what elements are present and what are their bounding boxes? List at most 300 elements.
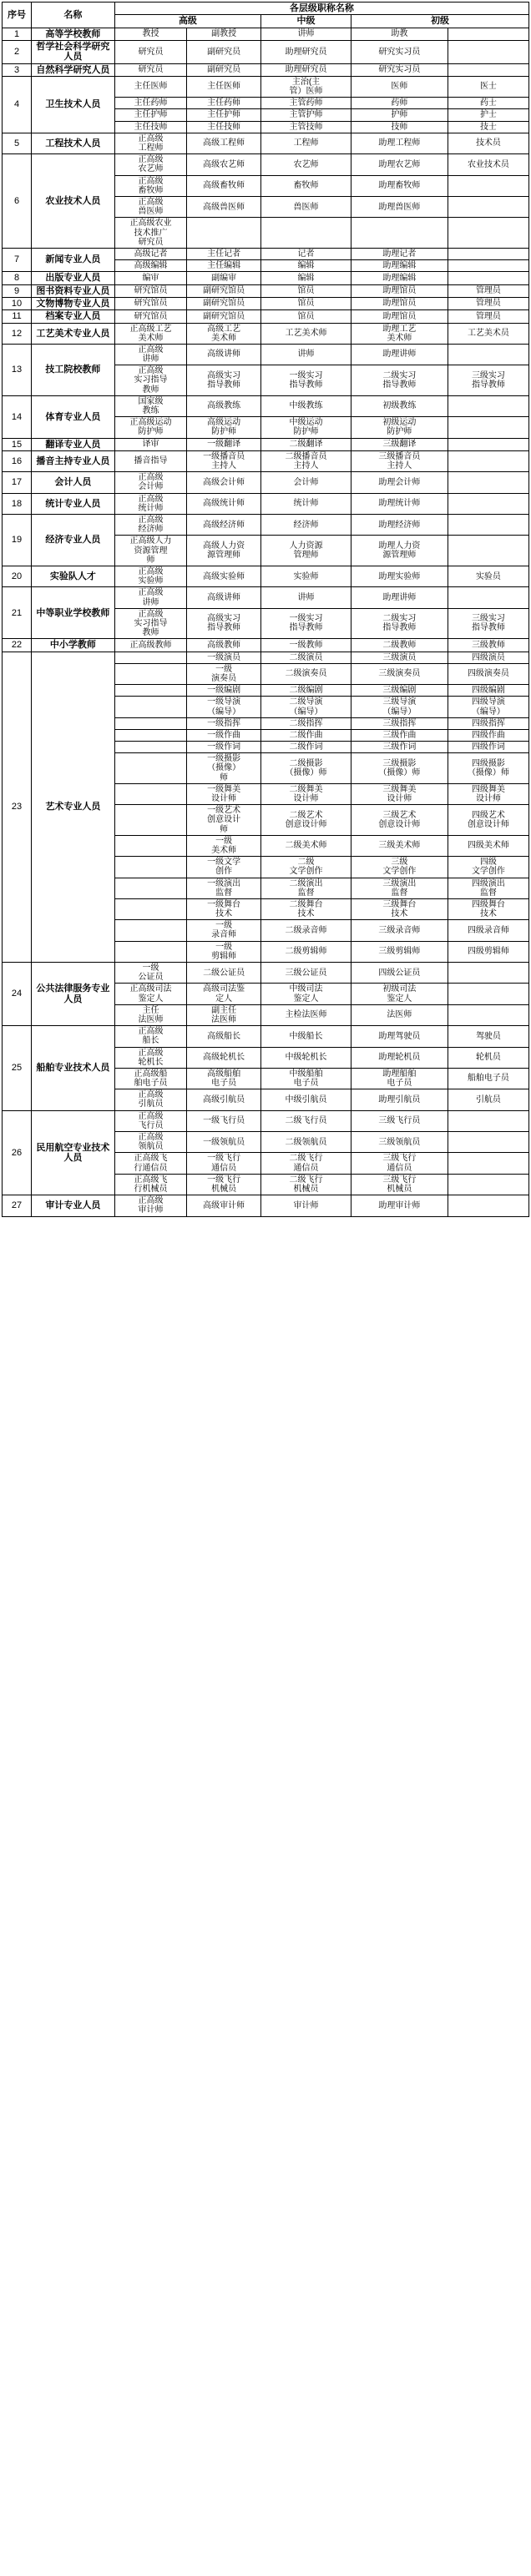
junior-title: 三级翻译 xyxy=(351,438,448,450)
mid-title: 讲师 xyxy=(261,344,351,365)
senior-title xyxy=(114,920,186,941)
vice-senior-title: 一级 美术师 xyxy=(187,835,261,856)
elementary-title xyxy=(448,1195,528,1216)
table-row xyxy=(3,566,529,586)
table-row xyxy=(3,639,529,652)
senior-title xyxy=(114,685,186,697)
vice-senior-title: 主任编辑 xyxy=(187,260,261,272)
mid-title: 工程师 xyxy=(261,133,351,153)
vice-senior-title: 二级公证员 xyxy=(187,963,261,984)
mid-title: 二级 文学创作 xyxy=(261,857,351,878)
junior-title: 助理审计师 xyxy=(351,1195,448,1216)
senior-title xyxy=(114,697,186,717)
elementary-title: 船舶电子员 xyxy=(448,1068,528,1089)
table-row xyxy=(3,493,529,514)
elementary-title xyxy=(448,493,528,514)
mid-title: 三级公证员 xyxy=(261,963,351,984)
vice-senior-title: 一级 演奏员 xyxy=(187,663,261,684)
vice-senior-title: 高级司法鉴 定人 xyxy=(187,984,261,1004)
vice-senior-title: 一级作曲 xyxy=(187,729,261,741)
elementary-title: 四级演出 监督 xyxy=(448,878,528,898)
category-name: 文物博物专业人员 xyxy=(32,297,115,309)
vice-senior-title: 高级实习 指导教师 xyxy=(187,365,261,396)
elementary-title xyxy=(448,395,528,416)
vice-senior-title: 副研究馆员 xyxy=(187,310,261,323)
junior-title: 助理人力资 源管理师 xyxy=(351,536,448,566)
vice-senior-title: 主任药师 xyxy=(187,98,261,109)
elementary-title xyxy=(448,272,528,284)
mid-title: 一级实习 指导教师 xyxy=(261,365,351,396)
mid-title: 馆员 xyxy=(261,297,351,309)
junior-title: 三级飞行 通信员 xyxy=(351,1153,448,1174)
header-level-junior: 初级 xyxy=(351,15,528,28)
header-index: 序号 xyxy=(3,3,32,28)
vice-senior-title: 一级导演 （编导） xyxy=(187,697,261,717)
elementary-title: 四级导演 （编导） xyxy=(448,697,528,717)
mid-title: 二级演员 xyxy=(261,652,351,663)
elementary-title: 护士 xyxy=(448,109,528,121)
junior-title: 研究实习员 xyxy=(351,40,448,63)
table-row xyxy=(3,297,529,309)
mid-title: 中级轮机长 xyxy=(261,1047,351,1068)
elementary-title: 四级 文学创作 xyxy=(448,857,528,878)
mid-title: 讲师 xyxy=(261,587,351,608)
header-level-senior: 高级 xyxy=(114,15,260,28)
table-row xyxy=(3,1110,529,1131)
mid-title: 二级领航员 xyxy=(261,1132,351,1153)
senior-title: 正高级农业 技术推广 研究员 xyxy=(114,218,186,249)
category-name: 播音主持专业人员 xyxy=(32,450,115,471)
elementary-title: 轮机员 xyxy=(448,1047,528,1068)
row-index: 11 xyxy=(3,310,32,323)
elementary-title: 四级舞台 技术 xyxy=(448,898,528,919)
mid-title: 中级运动 防护师 xyxy=(261,417,351,438)
senior-title: 正高级教师 xyxy=(114,639,186,652)
vice-senior-title: 一级作词 xyxy=(187,742,261,753)
row-index: 26 xyxy=(3,1110,32,1195)
elementary-title xyxy=(448,248,528,259)
table-row xyxy=(3,63,529,76)
row-index: 7 xyxy=(3,248,32,271)
table-row xyxy=(3,76,529,97)
vice-senior-title: 一级摄影 （摄像） 师 xyxy=(187,753,261,784)
junior-title: 三级演员 xyxy=(351,652,448,663)
header-level-mid: 中级 xyxy=(261,15,351,28)
mid-title: 二级录音师 xyxy=(261,920,351,941)
senior-title xyxy=(114,717,186,729)
mid-title: 助理研究员 xyxy=(261,63,351,76)
senior-title xyxy=(114,835,186,856)
elementary-title: 四级艺术 创意设计师 xyxy=(448,805,528,836)
row-index: 14 xyxy=(3,395,32,438)
row-index: 19 xyxy=(3,515,32,566)
row-index: 13 xyxy=(3,344,32,395)
junior-title: 技师 xyxy=(351,121,448,133)
category-name: 卫生技术人员 xyxy=(32,76,115,133)
junior-title: 初级司法 鉴定人 xyxy=(351,984,448,1004)
vice-senior-title: 高级工艺 美术师 xyxy=(187,323,261,344)
senior-title: 正高级 实习指导 教师 xyxy=(114,608,186,639)
senior-title: 编审 xyxy=(114,272,186,284)
mid-title: 二级作曲 xyxy=(261,729,351,741)
senior-title: 正高级 飞行员 xyxy=(114,1110,186,1131)
table-row xyxy=(3,272,529,284)
vice-senior-title: 高级船长 xyxy=(187,1026,261,1047)
row-index: 24 xyxy=(3,963,32,1026)
junior-title: 助理实验师 xyxy=(351,566,448,586)
vice-senior-title: 一级播音员 主持人 xyxy=(187,450,261,471)
elementary-title xyxy=(448,963,528,984)
junior-title: 助理轮机员 xyxy=(351,1047,448,1068)
vice-senior-title: 主任医师 xyxy=(187,76,261,97)
elementary-title: 四级摄影 （摄像）师 xyxy=(448,753,528,784)
mid-title: 二级剪辑师 xyxy=(261,941,351,962)
vice-senior-title: 高级教练 xyxy=(187,395,261,416)
vice-senior-title: 主任技师 xyxy=(187,121,261,133)
junior-title: 二级实习 指导教师 xyxy=(351,608,448,639)
row-index: 20 xyxy=(3,566,32,586)
mid-title: 统计师 xyxy=(261,493,351,514)
vice-senior-title: 一级舞美 设计师 xyxy=(187,783,261,804)
vice-senior-title: 一级飞行员 xyxy=(187,1110,261,1131)
elementary-title: 三级教师 xyxy=(448,639,528,652)
mid-title: 二级艺术 创意设计师 xyxy=(261,805,351,836)
junior-title: 二级实习 指导教师 xyxy=(351,365,448,396)
table-row xyxy=(3,395,529,416)
elementary-title: 实验员 xyxy=(448,566,528,586)
vice-senior-title: 一级文学 创作 xyxy=(187,857,261,878)
senior-title: 正高级 统计师 xyxy=(114,493,186,514)
junior-title: 三级艺术 创意设计师 xyxy=(351,805,448,836)
vice-senior-title: 高级引航员 xyxy=(187,1089,261,1110)
vice-senior-title: 高级讲师 xyxy=(187,587,261,608)
table-row xyxy=(3,450,529,471)
elementary-title xyxy=(448,1153,528,1174)
junior-title: 助理兽医师 xyxy=(351,196,448,217)
elementary-title xyxy=(448,438,528,450)
elementary-title: 管理员 xyxy=(448,310,528,323)
junior-title: 助理编辑 xyxy=(351,260,448,272)
junior-title xyxy=(351,218,448,249)
elementary-title xyxy=(448,1110,528,1131)
category-name: 统计专业人员 xyxy=(32,493,115,514)
senior-title: 正高级 经济师 xyxy=(114,515,186,536)
senior-title: 高级编辑 xyxy=(114,260,186,272)
junior-title: 三级领航员 xyxy=(351,1132,448,1153)
elementary-title xyxy=(448,472,528,493)
junior-title: 三级舞台 技术 xyxy=(351,898,448,919)
mid-title: 二级摄影 （摄像）师 xyxy=(261,753,351,784)
senior-title xyxy=(114,663,186,684)
vice-senior-title: 一级指挥 xyxy=(187,717,261,729)
junior-title: 三级摄影 （摄像）师 xyxy=(351,753,448,784)
row-index: 1 xyxy=(3,28,32,40)
table-row xyxy=(3,133,529,153)
elementary-title: 管理员 xyxy=(448,284,528,297)
junior-title: 助理经济师 xyxy=(351,515,448,536)
senior-title: 正高级 农艺师 xyxy=(114,154,186,175)
junior-title: 助理讲师 xyxy=(351,587,448,608)
mid-title: 记者 xyxy=(261,248,351,259)
elementary-title: 四级演员 xyxy=(448,652,528,663)
mid-title: 讲师 xyxy=(261,28,351,40)
senior-title xyxy=(114,753,186,784)
senior-title: 研究馆员 xyxy=(114,297,186,309)
junior-title: 三级作词 xyxy=(351,742,448,753)
elementary-title: 四级作曲 xyxy=(448,729,528,741)
mid-title: 助理研究员 xyxy=(261,40,351,63)
mid-title: 主治(主 管）医师 xyxy=(261,76,351,97)
senior-title: 正高级人力 资源管理 师 xyxy=(114,536,186,566)
mid-title: 主管药师 xyxy=(261,98,351,109)
category-name: 民用航空专业技术人员 xyxy=(32,1110,115,1195)
senior-title: 研究馆员 xyxy=(114,310,186,323)
elementary-title xyxy=(448,587,528,608)
vice-senior-title: 高级教师 xyxy=(187,639,261,652)
vice-senior-title: 高级审计师 xyxy=(187,1195,261,1216)
junior-title: 助理会计师 xyxy=(351,472,448,493)
vice-senior-title: 一级 剪辑师 xyxy=(187,941,261,962)
senior-title: 正高级 工程师 xyxy=(114,133,186,153)
senior-title xyxy=(114,805,186,836)
elementary-title: 四级剪辑师 xyxy=(448,941,528,962)
category-name: 高等学校教师 xyxy=(32,28,115,40)
senior-title: 正高级 讲师 xyxy=(114,344,186,365)
junior-title: 助理统计师 xyxy=(351,493,448,514)
table-row xyxy=(3,587,529,608)
table-row xyxy=(3,248,529,259)
senior-title: 正高级 畜牧师 xyxy=(114,175,186,196)
elementary-title xyxy=(448,515,528,536)
junior-title: 四级公证员 xyxy=(351,963,448,984)
vice-senior-title xyxy=(187,218,261,249)
senior-title xyxy=(114,742,186,753)
senior-title: 国家级 教练 xyxy=(114,395,186,416)
senior-title: 主任护师 xyxy=(114,109,186,121)
junior-title: 三级演出 监督 xyxy=(351,878,448,898)
vice-senior-title: 高级工程师 xyxy=(187,133,261,153)
vice-senior-title: 副研究馆员 xyxy=(187,284,261,297)
table-header-row-1 xyxy=(3,3,529,15)
mid-title: 中级引航员 xyxy=(261,1089,351,1110)
mid-title: 二级演出 监督 xyxy=(261,878,351,898)
header-levels: 各层级职称名称 xyxy=(114,3,528,15)
row-index: 3 xyxy=(3,63,32,76)
junior-title: 助理讲师 xyxy=(351,344,448,365)
elementary-title: 管理员 xyxy=(448,297,528,309)
mid-title: 人力资源 管理师 xyxy=(261,536,351,566)
senior-title: 正高级工艺 美术师 xyxy=(114,323,186,344)
elementary-title: 四级舞美 设计师 xyxy=(448,783,528,804)
table-row xyxy=(3,344,529,365)
vice-senior-title: 副主任 法医师 xyxy=(187,1004,261,1025)
junior-title: 三级指挥 xyxy=(351,717,448,729)
senior-title: 正高级 会计师 xyxy=(114,472,186,493)
category-name: 中小学教师 xyxy=(32,639,115,652)
mid-title: 馆员 xyxy=(261,284,351,297)
row-index: 18 xyxy=(3,493,32,514)
senior-title: 正高级 船长 xyxy=(114,1026,186,1047)
senior-title xyxy=(114,857,186,878)
junior-title: 初级运动 防护师 xyxy=(351,417,448,438)
senior-title xyxy=(114,729,186,741)
category-name: 哲学社会科学研究人员 xyxy=(32,40,115,63)
elementary-title: 药士 xyxy=(448,98,528,109)
senior-title: 主任 法医师 xyxy=(114,1004,186,1025)
junior-title: 三级作曲 xyxy=(351,729,448,741)
junior-title: 初级教练 xyxy=(351,395,448,416)
junior-title: 助理驾驶员 xyxy=(351,1026,448,1047)
table-row xyxy=(3,284,529,297)
row-index: 8 xyxy=(3,272,32,284)
table-row xyxy=(3,438,529,450)
row-index: 10 xyxy=(3,297,32,309)
category-name: 农业技术人员 xyxy=(32,154,115,249)
elementary-title: 工艺美术员 xyxy=(448,323,528,344)
junior-title: 助理馆员 xyxy=(351,284,448,297)
vice-senior-title: 一级领航员 xyxy=(187,1132,261,1153)
junior-title: 助理船舶 电子员 xyxy=(351,1068,448,1089)
junior-title: 助理工程师 xyxy=(351,133,448,153)
category-name: 艺术专业人员 xyxy=(32,652,115,962)
senior-title xyxy=(114,878,186,898)
elementary-title: 医士 xyxy=(448,76,528,97)
elementary-title xyxy=(448,260,528,272)
mid-title: 主管技师 xyxy=(261,121,351,133)
category-name: 中等职业学校教师 xyxy=(32,587,115,639)
professional-titles-table xyxy=(2,2,529,1217)
mid-title: 一级教师 xyxy=(261,639,351,652)
senior-title xyxy=(114,783,186,804)
vice-senior-title: 副研究员 xyxy=(187,40,261,63)
junior-title: 助理畜牧师 xyxy=(351,175,448,196)
junior-title: 三级录音师 xyxy=(351,920,448,941)
senior-title: 正高级运动 防护师 xyxy=(114,417,186,438)
row-index: 6 xyxy=(3,154,32,249)
row-index: 9 xyxy=(3,284,32,297)
mid-title: 农艺师 xyxy=(261,154,351,175)
table-row xyxy=(3,1026,529,1047)
elementary-title: 四级作词 xyxy=(448,742,528,753)
category-name: 体育专业人员 xyxy=(32,395,115,438)
row-index: 23 xyxy=(3,652,32,962)
mid-title: 中级船长 xyxy=(261,1026,351,1047)
mid-title: 二级美术师 xyxy=(261,835,351,856)
junior-title: 三级编剧 xyxy=(351,685,448,697)
elementary-title xyxy=(448,175,528,196)
category-name: 公共法律服务专业人员 xyxy=(32,963,115,1026)
elementary-title: 四级指挥 xyxy=(448,717,528,729)
elementary-title: 四级演奏员 xyxy=(448,663,528,684)
table-row xyxy=(3,323,529,344)
mid-title: 编辑 xyxy=(261,260,351,272)
vice-senior-title: 高级实验师 xyxy=(187,566,261,586)
senior-title: 高级记者 xyxy=(114,248,186,259)
category-name: 翻译专业人员 xyxy=(32,438,115,450)
senior-title: 播音指导 xyxy=(114,450,186,471)
vice-senior-title: 高级统计师 xyxy=(187,493,261,514)
vice-senior-title: 高级兽医师 xyxy=(187,196,261,217)
elementary-title xyxy=(448,450,528,471)
senior-title xyxy=(114,652,186,663)
mid-title: 一级实习 指导教师 xyxy=(261,608,351,639)
mid-title: 二级作词 xyxy=(261,742,351,753)
mid-title: 二级指挥 xyxy=(261,717,351,729)
vice-senior-title: 一级艺术 创意设计 师 xyxy=(187,805,261,836)
elementary-title xyxy=(448,536,528,566)
category-name: 技工院校教师 xyxy=(32,344,115,395)
junior-title: 法医师 xyxy=(351,1004,448,1025)
mid-title: 主检法医师 xyxy=(261,1004,351,1025)
row-index: 4 xyxy=(3,76,32,133)
elementary-title xyxy=(448,40,528,63)
junior-title: 助理编辑 xyxy=(351,272,448,284)
category-name: 船舶专业技术人员 xyxy=(32,1026,115,1111)
vice-senior-title: 高级农艺师 xyxy=(187,154,261,175)
mid-title: 二级舞美 设计师 xyxy=(261,783,351,804)
elementary-title: 三级实习 指导教师 xyxy=(448,365,528,396)
category-name: 档案专业人员 xyxy=(32,310,115,323)
mid-title: 二级演奏员 xyxy=(261,663,351,684)
vice-senior-title: 副编审 xyxy=(187,272,261,284)
elementary-title xyxy=(448,1132,528,1153)
category-name: 工艺美术专业人员 xyxy=(32,323,115,344)
vice-senior-title: 一级舞台 技术 xyxy=(187,898,261,919)
mid-title: 二级飞行 机械员 xyxy=(261,1174,351,1195)
vice-senior-title: 主任护师 xyxy=(187,109,261,121)
junior-title: 三级导演 （编导） xyxy=(351,697,448,717)
mid-title: 经济师 xyxy=(261,515,351,536)
vice-senior-title: 高级经济师 xyxy=(187,515,261,536)
mid-title: 中级教练 xyxy=(261,395,351,416)
vice-senior-title: 副教授 xyxy=(187,28,261,40)
mid-title: 中级司法 鉴定人 xyxy=(261,984,351,1004)
junior-title: 三级飞行员 xyxy=(351,1110,448,1131)
row-index: 17 xyxy=(3,472,32,493)
row-index: 15 xyxy=(3,438,32,450)
elementary-title: 引航员 xyxy=(448,1089,528,1110)
row-index: 2 xyxy=(3,40,32,63)
senior-title: 研究员 xyxy=(114,40,186,63)
senior-title: 译审 xyxy=(114,438,186,450)
junior-title: 护师 xyxy=(351,109,448,121)
junior-title: 研究实习员 xyxy=(351,63,448,76)
senior-title: 正高级船 舶电子员 xyxy=(114,1068,186,1089)
mid-title: 审计师 xyxy=(261,1195,351,1216)
elementary-title xyxy=(448,196,528,217)
junior-title: 三级 文学创作 xyxy=(351,857,448,878)
table-body xyxy=(3,28,529,1216)
mid-title: 二级舞台 技术 xyxy=(261,898,351,919)
senior-title: 正高级 实习指导 教师 xyxy=(114,365,186,396)
junior-title: 三级剪辑师 xyxy=(351,941,448,962)
vice-senior-title: 一级飞行 机械员 xyxy=(187,1174,261,1195)
senior-title: 主任医师 xyxy=(114,76,186,97)
elementary-title: 三级实习 指导教师 xyxy=(448,608,528,639)
row-index: 22 xyxy=(3,639,32,652)
junior-title: 助理馆员 xyxy=(351,310,448,323)
senior-title: 正高级 讲师 xyxy=(114,587,186,608)
row-index: 25 xyxy=(3,1026,32,1111)
table-row xyxy=(3,28,529,40)
vice-senior-title: 高级人力资 源管理师 xyxy=(187,536,261,566)
elementary-title xyxy=(448,218,528,249)
senior-title xyxy=(114,941,186,962)
elementary-title xyxy=(448,417,528,438)
mid-title: 编辑 xyxy=(261,272,351,284)
junior-title: 药师 xyxy=(351,98,448,109)
junior-title: 三级飞行 机械员 xyxy=(351,1174,448,1195)
